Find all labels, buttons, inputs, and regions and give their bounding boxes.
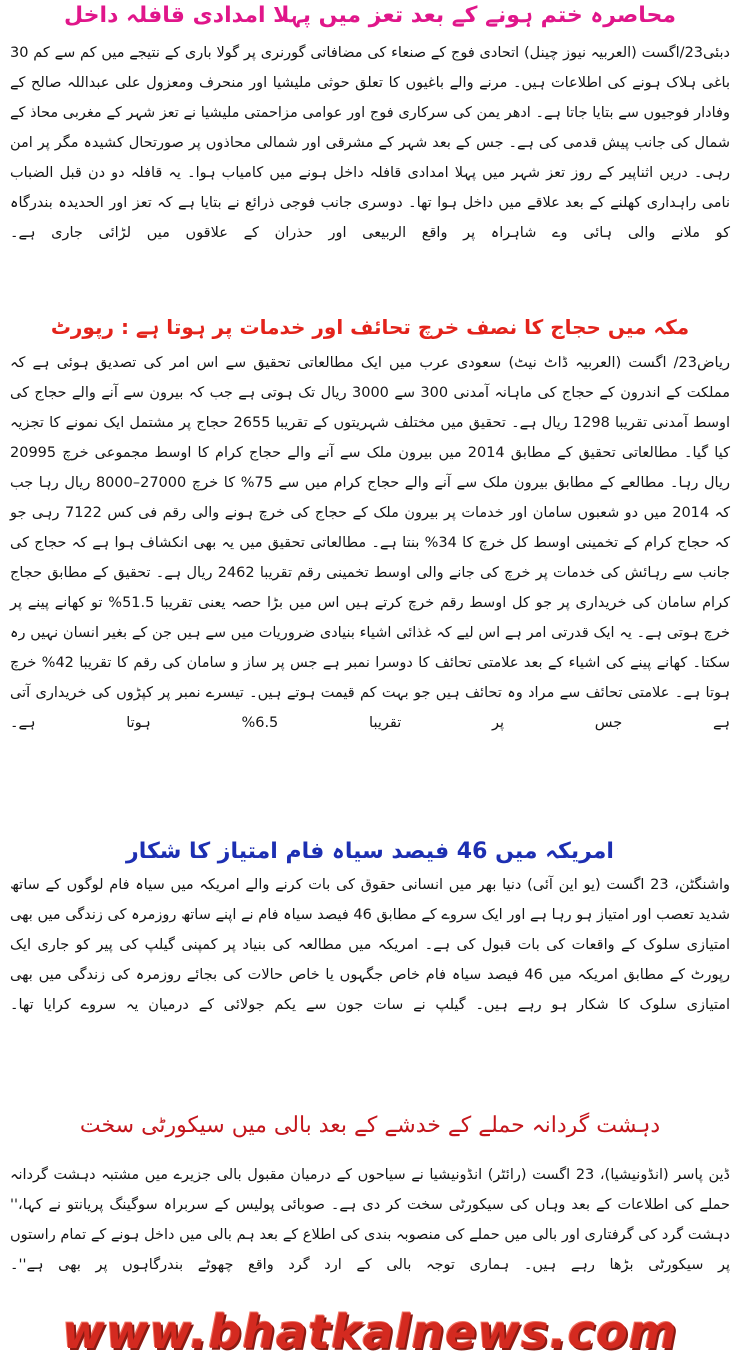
article-body-usa: واشنگٹن، 23 اگست (یو این آئی) دنیا بھر میں انسانی حقوق کی بات کرنے والے امریکہ میں سیاہ فام لوگوں کے ساتھ شدید تعصب اور امتیاز ہو رہا ہے اور ایک سروے کے مطابق 46 فیصد سیاہ فام نے اپنے ساتھ روزمرہ کی زندگی میں بھی امتیازی سلوک کے واقعات کی بات قبول کی ہے۔ امریکہ میں مطالعہ کی بنیاد پر کمپنی گیلپ کی پیر کو جاری ایک رپورٹ کے مطابق امریکہ میں 46 فیصد سیاہ فام خاص جگہوں یا خاص حالات کی بجائے روزمرہ کی زندگی میں بھی امتیازی سلوک کا شکار ہو رہے ہیں۔ گیلپ نے سات جون سے یکم جولائی کے درمیان یہ سروے کرایا تھا۔: [10, 877, 730, 1013]
article-body-taiz: دبئی23/اگست (العربیہ نیوز چینل) اتحادی فوج کے صنعاء کی مضافاتی گورنری پر گولا باری کے نتیجے میں کم سے کم 30 باغی ہلاک ہونے کی اطلاعات ہیں۔ مرنے والے باغیوں کا تعلق حوثی ملیشیا اور منحرف ومعزول علی عبداللہ صالح کے وفادار فوجیوں سے بتایا جاتا ہے۔ ادھر یمن کی سرکاری فوج اور عوامی مزاحمتی ملیشیا نے تعز شہر کے مغربی محاذ کے شمال کی جانب پیش قدمی کی ہے۔ جس کے بعد شہر کے مشرقی اور شمالی محاذوں پر صورتحال کشیدہ مگر پر امن رہی۔ دریں اثناپیر کے روز تعز شہر میں پہلا امدادی قافلہ داخل ہونے میں کامیاب ہوا۔ یہ قافلہ دو دن قبل الضباب نامی راہداری کھلنے کے بعد علاقے میں داخل ہوا تھا۔ دوسری جانب فوجی ذرائع نے بتایا ہے کہ تعز اور الحدیدہ بندرگاہ کو ملانے والی ہائی وے شاہراہ پر واقع الربیعی اور حذران کے علاقوں میں لڑائی جاری ہے۔: [10, 45, 730, 241]
headline-bali-security: دہشت گردانہ حملے کے خدشے کے بعد بالی میں سیکورٹی سخت: [79, 1113, 661, 1138]
article-body-bali: ڈین پاسر (انڈونیشیا)، 23 اگست (رائٹر) انڈونیشیا نے سیاحوں کے درمیان مقبول بالی جزیرے میں مشتبہ دہشت گردانہ حملے کی اطلاعات کے بعد وہاں کی سیکورٹی سخت کر دی ہے۔ صوبائی پولیس کے سربراہ سوگینگ پریانتو نے کہا،'' دہشت گرد کی گرفتاری اور بالی میں حملے کی منصوبہ بندی کی اطلاع کے بعد ہم بالی میں داخل ہونے کے تمام راستوں پر سیکورٹی بڑھا رہے ہیں۔ ہماری توجہ بالی کے ارد گرد واقع چھوٹے بندرگاہوں پر بھی ہے''۔: [10, 1167, 730, 1273]
headline-makkah-hajj-spending: مکہ میں حجاج کا نصف خرچ تحائف اور خدمات پر ہوتا ہے : رپورٹ: [50, 315, 690, 339]
headline-usa-discrimination: امریکہ میں 46 فیصد سیاہ فام امتیاز کا شکار: [126, 839, 614, 864]
article-body-makkah: ریاض23/ اگست (العربیہ ڈاٹ نیٹ) سعودی عرب میں ایک مطالعاتی تحقیق سے اس امر کی تصدیق ہوئی ہے کہ مملکت کے اندرون کے حجاج کی ماہانہ آمدنی 300 سے 3000 ریال تک ہوتی ہے جب کہ بیرون سے آنے والے حجاج کی اوسط آمدنی تقریبا 1298 ریال ہے۔ تحقیق میں مختلف شہریتوں کے تقریبا 2655 حجاج پر مشتمل ایک نمونے کا تجزیہ کیا گیا۔ مطالعاتی تحقیق کے مطابق 2014 میں بیرون ملک سے آنے والے حجاج کرام کا اوسط مجموعی خرچ 20995 ریال رہا۔ مطالعے کے مطابق بیرون ملک سے آنے والے حجاج کرام میں سے 75% کا خرچ 27000–8000 ریال رہا جب کہ 2014 میں دو شعبوں سامان اور خدمات پر بیرون ملک کے حجاج کی خرچ ہونے والی رقم فی کس 7122 رہی جو کہ حجاج کرام کے تخمینی اوسط کل خرچ کا 34% بنتا ہے۔ مطالعاتی تحقیق میں یہ بھی انکشاف ہوا ہے کہ حجاج کی جانب سے رہائش کی خدمات پر خرچ کی جانے والی اوسط تخمینی رقم تقریبا 2462 ریال ہے۔ تحقیق کے مطابق حجاج کرام سامان کی خریداری پر جو کل اوسط رقم خرچ کرتے ہیں اس میں بڑا حصہ یعنی تقریبا 51.5% تو کھانے پینے پر خرچ ہوتی ہے۔ یہ ایک قدرتی امر ہے اس لیے کہ غذائی اشیاء بنیادی ضروریات میں سے ہیں جن کے بغیر انسان نہیں رہ سکتا۔ کھانے پینے کی اشیاء کے بعد علامتی تحائف کا دوسرا نمبر ہے جس پر ساز و سامان کی رقم کا تقریبا 42% خرچ ہوتا ہے۔ علامتی تحائف سے مراد وہ تحائف ہیں جو بہت کم قیمت ہوتے ہیں۔ تیسرے نمبر پر کپڑوں کی خریداری آتی ہے جس پر تقریبا 6.5% ہوتا ہے۔: [10, 355, 731, 731]
site-url-banner: www.bhatkalnews.com: [62, 1305, 678, 1359]
headline-taiz-aid-convoy: محاصرہ ختم ہونے کے بعد تعز میں پہلا امدادی قافلہ داخل: [64, 3, 676, 28]
